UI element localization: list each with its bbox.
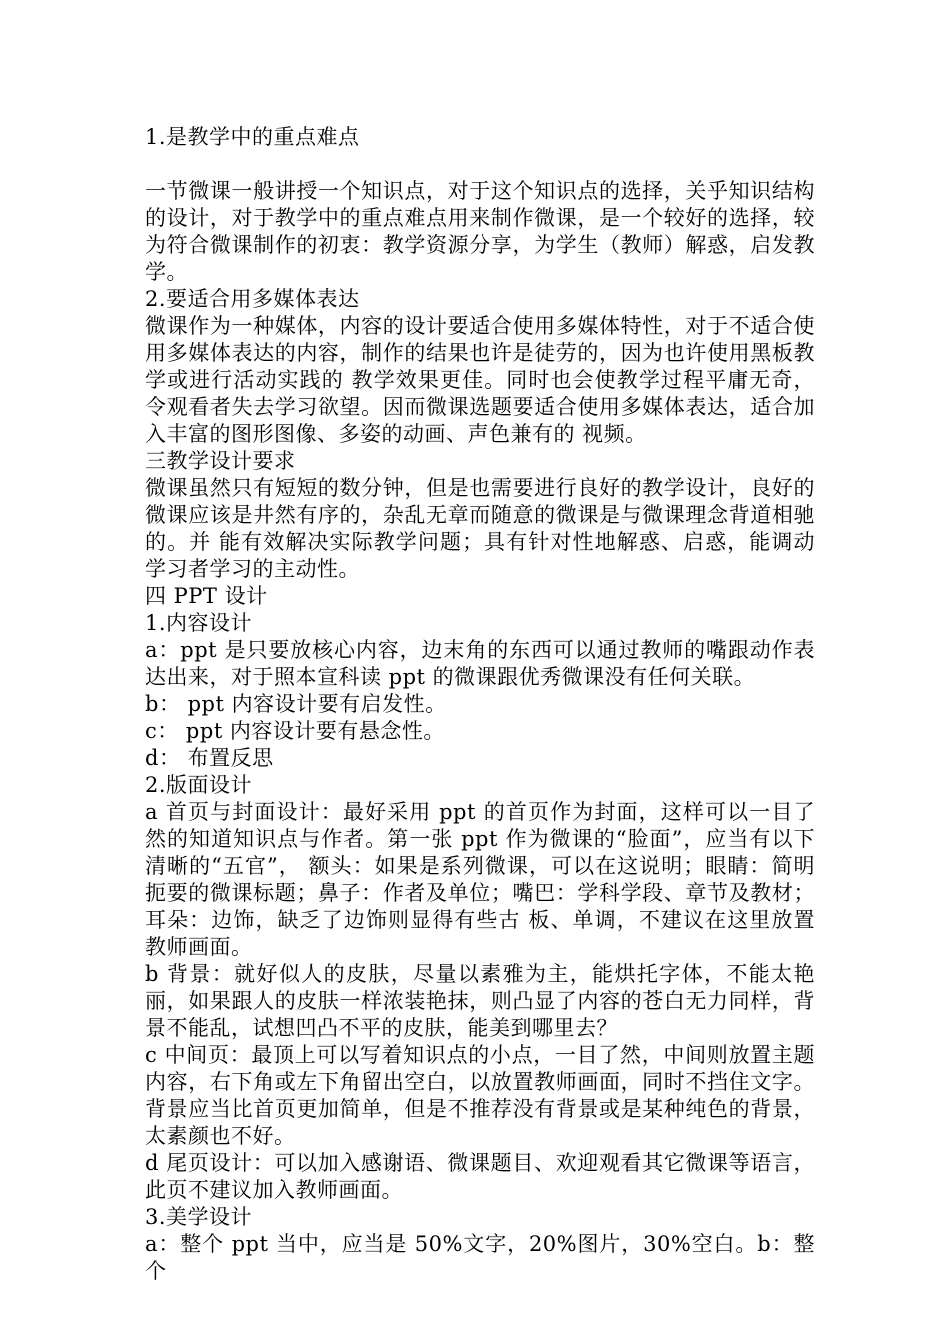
- item-d-end-page: d 尾页设计：可以加入感谢语、微课题目、欢迎观看其它微课等语言，此页不建议加入教师画面。: [145, 1151, 815, 1202]
- heading-layout-design: 2.版面设计: [145, 773, 253, 797]
- item-b-background: b 背景：就好似人的皮肤，尽量以素雅为主，能烘托字体，不能太艳丽，如果跟人的皮肤一样浓装艳抹，则凸显了内容的苍白无力同样，背景不能乱，试想凹凸不平的皮肤，能美到哪里去？: [145, 962, 815, 1040]
- paragraph-knowledge-point: 一节微课一般讲授一个知识点，对于这个知识点的选择，关乎知识结构的设计，对于教学中的重点难点用来制作微课，是一个较好的选择，较为符合微课制作的初衷：教学资源分享，为学生（教师）解惑，启发教学。: [145, 179, 815, 284]
- item-a-cover: a 首页与封面设计：最好采用 ppt 的首页作为封面，这样可以一目了然的知道知识点与作者。第一张 ppt 作为微课的“脸面”，应当有以下清晰的“五官”， 额头：如果是系列微课，可以在这说明；眼睛：简明扼要的微课标题；鼻子：作者及单位；嘴巴：学科学段、章节及教材；耳朵：边饰，缺乏了边饰则显得有些古 板、单调，不建议在这里放置教师画面。: [145, 800, 815, 959]
- heading-aesthetic-design: 3.美学设计: [145, 1205, 253, 1229]
- item-a-content: a：ppt 是只要放核心内容，边末角的东西可以通过教师的嘴跟动作表达出来，对于照本宣科读 ppt 的微课跟优秀微课没有任何关联。: [145, 638, 815, 689]
- blank-line: [145, 151, 815, 178]
- item-c-middle-page: c 中间页：最顶上可以写着知识点的小点，一目了然，中间则放置主题内容，右下角或左下角留出空白，以放置教师画面，同时不挡住文字。背景应当比首页更加简单，但是不推荐没有背景或是某种纯色的背景，太素颜也不好。: [145, 1043, 815, 1148]
- item-a-aesthetic: a：整个 ppt 当中，应当是 50%文字，20%图片，30%空白。b：整个: [145, 1232, 815, 1283]
- item-c-content: c： ppt 内容设计要有悬念性。: [145, 719, 445, 743]
- heading-ppt-design: 四 PPT 设计: [145, 584, 268, 608]
- paragraph-multimedia: 微课作为一种媒体，内容的设计要适合使用多媒体特性，对于不适合使用多媒体表达的内容，制作的结果也许是徒劳的，因为也许使用黑板教学或进行活动实践的 教学效果更佳。同时也会使教学过程平庸无奇，令观看者失去学习欲望。因而微课选题要适合使用多媒体表达，适合加入丰富的图形图像、多姿的动画、声色兼有的 视频。: [145, 314, 815, 446]
- heading-key-difficult-points: 1.是教学中的重点难点: [145, 125, 360, 149]
- heading-content-design: 1.内容设计: [145, 611, 253, 635]
- item-b-content: b： ppt 内容设计要有启发性。: [145, 692, 447, 716]
- heading-multimedia: 2.要适合用多媒体表达: [145, 287, 360, 311]
- paragraph-teaching-design: 微课虽然只有短短的数分钟，但是也需要进行良好的教学设计，良好的微课应该是井然有序的，杂乱无章而随意的微课是与微课理念背道相驰的。并 能有效解决实际教学问题；具有针对性地解惑、启惑，能调动学习者学习的主动性。: [145, 476, 815, 581]
- heading-teaching-design: 三教学设计要求: [145, 449, 296, 473]
- item-d-content: d： 布置反思: [145, 746, 274, 770]
